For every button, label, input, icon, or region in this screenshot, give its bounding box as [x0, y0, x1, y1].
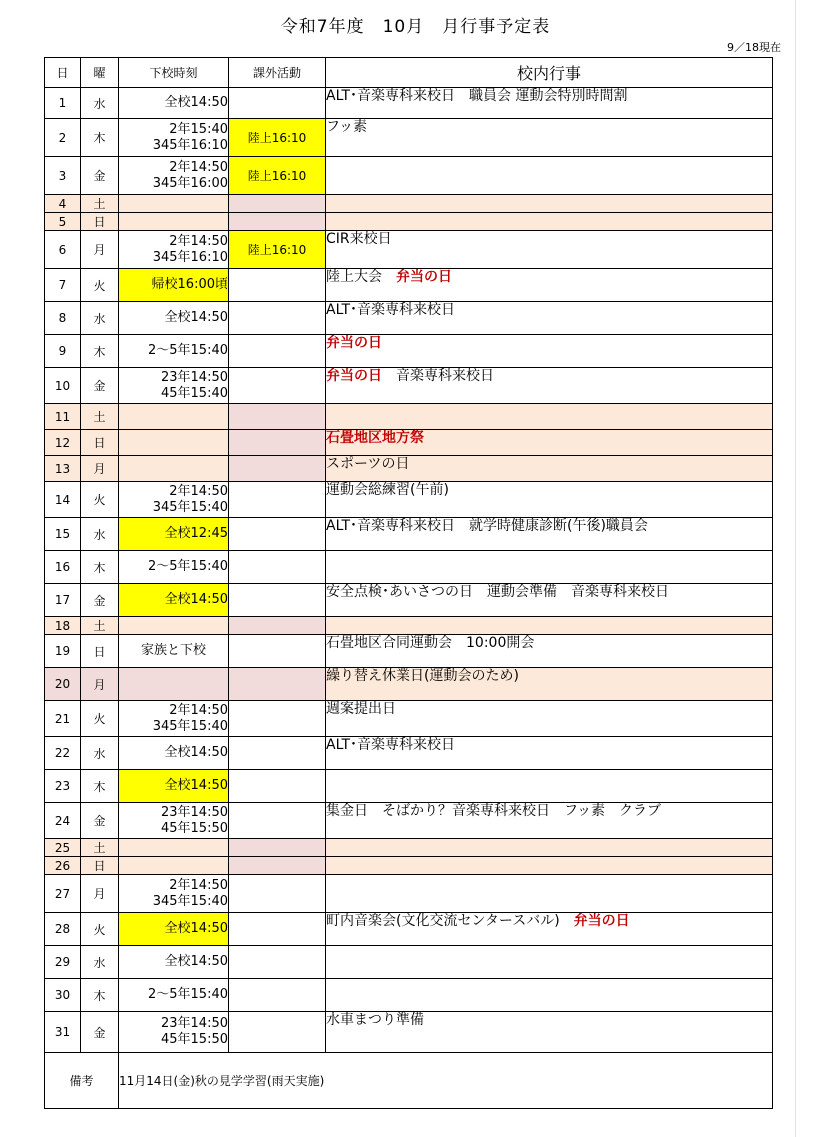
club-cell	[229, 456, 326, 482]
table-row	[45, 701, 773, 737]
club-cell	[229, 617, 326, 635]
weekday-cell: 火	[81, 701, 119, 737]
club-cell	[229, 213, 326, 231]
events-cell	[326, 617, 773, 635]
day-cell: 15	[45, 518, 81, 551]
weekday-cell: 水	[81, 302, 119, 335]
events-cell	[326, 195, 773, 213]
events-cell	[326, 231, 773, 269]
table-row	[45, 88, 773, 119]
dismissal-cell	[119, 737, 229, 770]
weekday-cell: 木	[81, 979, 119, 1012]
dismissal-time: 23年14:50	[160, 369, 228, 385]
event-text: ALT･音楽専科来校日 職員会 運動会特別時間割	[326, 88, 628, 104]
dismissal-time: 345年15:40	[152, 718, 228, 734]
club-cell	[229, 857, 326, 875]
club-cell: 陸上16:10	[229, 119, 326, 157]
table-row	[45, 213, 773, 231]
table-row	[45, 1012, 773, 1053]
dismissal-time: 全校12:45	[164, 526, 228, 541]
dismissal-cell	[119, 584, 229, 617]
club-cell	[229, 635, 326, 668]
table-row	[45, 946, 773, 979]
dismissal-cell	[119, 979, 229, 1012]
dismissal-cell	[119, 157, 229, 195]
dismissal-time: 2年14:50	[169, 159, 228, 175]
day-cell: 31	[45, 1012, 81, 1053]
club-cell	[229, 302, 326, 335]
dismissal-time: 帰校16:00頃	[151, 277, 228, 292]
weekday-cell: 月	[81, 875, 119, 913]
events-cell	[326, 430, 773, 456]
club-cell	[229, 195, 326, 213]
dismissal-cell	[119, 335, 229, 368]
table-row	[45, 518, 773, 551]
dismissal-time: 2年14:50	[169, 483, 228, 499]
dismissal-cell	[119, 213, 229, 231]
club-cell	[229, 551, 326, 584]
event-highlight: 石畳地区地方祭	[326, 430, 424, 446]
dismissal-time: 全校14:50	[164, 921, 228, 936]
dismissal-time: 345年15:40	[152, 893, 228, 909]
club-cell	[229, 584, 326, 617]
dismissal-time: 全校14:50	[164, 778, 228, 793]
events-cell	[326, 737, 773, 770]
events-cell	[326, 456, 773, 482]
events-cell	[326, 482, 773, 518]
weekday-cell: 水	[81, 737, 119, 770]
dismissal-time: 全校14:50	[164, 95, 228, 110]
dismissal-cell	[119, 875, 229, 913]
dismissal-cell	[119, 368, 229, 404]
event-text: 水車まつり準備	[326, 1012, 424, 1028]
weekday-cell: 金	[81, 157, 119, 195]
events-cell	[326, 584, 773, 617]
table-row	[45, 635, 773, 668]
day-cell: 23	[45, 770, 81, 803]
events-cell	[326, 213, 773, 231]
table-row	[45, 668, 773, 701]
table-row	[45, 875, 773, 913]
event-text: 集金日 そばかり？音楽専科来校日 フッ素 クラブ	[326, 803, 662, 819]
table-row	[45, 979, 773, 1012]
weekday-cell: 日	[81, 213, 119, 231]
day-cell: 22	[45, 737, 81, 770]
dismissal-time: 全校14:50	[164, 745, 228, 760]
dismissal-time: 2～5年15:40	[147, 987, 228, 1002]
event-text: 陸上大会	[326, 269, 382, 285]
dismissal-time: 45年15:40	[160, 385, 228, 401]
day-cell: 25	[45, 839, 81, 857]
event-highlight: 弁当の日	[396, 269, 452, 285]
page-title: 令和7年度 10月 月行事予定表	[280, 17, 551, 37]
event-text: 音楽専科来校日	[396, 368, 494, 384]
dismissal-time: 2～5年15:40	[147, 343, 228, 358]
day-cell: 1	[45, 88, 81, 119]
club-cell	[229, 875, 326, 913]
dismissal-cell	[119, 803, 229, 839]
weekday-cell: 土	[81, 617, 119, 635]
day-cell: 9	[45, 335, 81, 368]
dismissal-time: 345年15:40	[152, 499, 228, 515]
header-dismissal: 下校時刻	[119, 58, 229, 88]
table-row	[45, 430, 773, 456]
dismissal-time: 345年16:10	[152, 137, 228, 153]
events-cell	[326, 875, 773, 913]
table-row	[45, 335, 773, 368]
events-cell	[326, 913, 773, 946]
table-row	[45, 368, 773, 404]
notes-label: 備考	[45, 1053, 119, 1109]
day-cell: 2	[45, 119, 81, 157]
dismissal-cell	[119, 1012, 229, 1053]
dismissal-cell	[119, 482, 229, 518]
dismissal-cell	[119, 617, 229, 635]
event-text: スポーツの日	[326, 456, 410, 472]
dismissal-cell	[119, 88, 229, 119]
weekday-cell: 火	[81, 913, 119, 946]
club-cell	[229, 482, 326, 518]
weekday-cell: 木	[81, 335, 119, 368]
dismissal-cell	[119, 635, 229, 668]
event-text: ALT･音楽専科来校日	[326, 737, 456, 753]
event-text: 運動会総練習(午前)	[326, 482, 449, 498]
events-cell	[326, 368, 773, 404]
dismissal-time: 2年14:50	[169, 702, 228, 718]
day-cell: 10	[45, 368, 81, 404]
club-cell	[229, 404, 326, 430]
club-cell	[229, 737, 326, 770]
day-cell: 5	[45, 213, 81, 231]
weekday-cell: 金	[81, 368, 119, 404]
weekday-cell: 水	[81, 88, 119, 119]
dismissal-cell	[119, 551, 229, 584]
table-row	[45, 157, 773, 195]
event-text: 週案提出日	[326, 701, 396, 717]
events-cell	[326, 857, 773, 875]
weekday-cell: 木	[81, 119, 119, 157]
events-cell	[326, 635, 773, 668]
dismissal-time: 家族と下校	[140, 643, 206, 658]
weekday-cell: 土	[81, 195, 119, 213]
dismissal-time: 全校14:50	[164, 954, 228, 969]
dismissal-cell	[119, 456, 229, 482]
dismissal-time: 345年16:00	[152, 175, 228, 191]
dismissal-cell	[119, 119, 229, 157]
dismissal-time: 23年14:50	[160, 804, 228, 820]
notes-text: 11月14日(金)秋の見学学習(雨天実施)	[119, 1053, 773, 1109]
event-text: フッ素	[326, 119, 368, 135]
day-cell: 28	[45, 913, 81, 946]
day-cell: 3	[45, 157, 81, 195]
day-cell: 11	[45, 404, 81, 430]
dismissal-time: 2年15:40	[169, 121, 228, 137]
dismissal-cell	[119, 195, 229, 213]
weekday-cell: 日	[81, 635, 119, 668]
club-cell	[229, 368, 326, 404]
dismissal-time: 345年16:10	[152, 249, 228, 265]
dismissal-time: 2年14:50	[169, 233, 228, 249]
weekday-cell: 火	[81, 482, 119, 518]
table-row	[45, 913, 773, 946]
day-cell: 6	[45, 231, 81, 269]
dismissal-cell	[119, 839, 229, 857]
dismissal-time: 全校14:50	[164, 592, 228, 607]
table-row	[45, 584, 773, 617]
events-cell	[326, 551, 773, 584]
event-highlight: 弁当の日	[326, 368, 382, 384]
notes-row	[45, 1053, 773, 1109]
weekday-cell: 月	[81, 456, 119, 482]
weekday-cell: 土	[81, 839, 119, 857]
events-cell	[326, 979, 773, 1012]
dismissal-cell	[119, 857, 229, 875]
day-cell: 26	[45, 857, 81, 875]
weekday-cell: 日	[81, 857, 119, 875]
weekday-cell: 火	[81, 269, 119, 302]
day-cell: 20	[45, 668, 81, 701]
day-cell: 24	[45, 803, 81, 839]
club-cell	[229, 701, 326, 737]
club-cell	[229, 770, 326, 803]
weekday-cell: 金	[81, 584, 119, 617]
event-text: CIR来校日	[326, 231, 392, 247]
dismissal-time: 2年14:50	[169, 877, 228, 893]
event-text: 町内音楽会(文化交流センタースバル)	[326, 913, 560, 929]
dismissal-cell	[119, 231, 229, 269]
events-cell	[326, 946, 773, 979]
weekday-cell: 日	[81, 430, 119, 456]
day-cell: 29	[45, 946, 81, 979]
dismissal-cell	[119, 913, 229, 946]
events-cell	[326, 668, 773, 701]
table-row	[45, 231, 773, 269]
table-row	[45, 119, 773, 157]
dismissal-cell	[119, 404, 229, 430]
table-row	[45, 737, 773, 770]
day-cell: 18	[45, 617, 81, 635]
dismissal-cell	[119, 269, 229, 302]
events-cell	[326, 1012, 773, 1053]
weekday-cell: 金	[81, 1012, 119, 1053]
event-text: 石畳地区合同運動会 10:00開会	[326, 635, 535, 651]
club-cell	[229, 269, 326, 302]
events-cell	[326, 269, 773, 302]
club-cell	[229, 979, 326, 1012]
club-cell	[229, 946, 326, 979]
event-text: ALT･音楽専科来校日 就学時健康診断(午後)職員会	[326, 518, 648, 534]
day-cell: 4	[45, 195, 81, 213]
day-cell: 7	[45, 269, 81, 302]
club-cell	[229, 1012, 326, 1053]
events-cell	[326, 518, 773, 551]
club-cell	[229, 839, 326, 857]
day-cell: 14	[45, 482, 81, 518]
events-cell	[326, 335, 773, 368]
event-text: ALT･音楽専科来校日	[326, 302, 456, 318]
table-row	[45, 551, 773, 584]
day-cell: 12	[45, 430, 81, 456]
day-cell: 30	[45, 979, 81, 1012]
club-cell	[229, 668, 326, 701]
dismissal-time: 45年15:50	[160, 820, 228, 836]
club-cell	[229, 88, 326, 119]
dismissal-time: 45年15:50	[160, 1032, 228, 1047]
weekday-cell: 木	[81, 770, 119, 803]
dismissal-cell	[119, 770, 229, 803]
events-cell	[326, 302, 773, 335]
dismissal-cell	[119, 430, 229, 456]
table-row	[45, 456, 773, 482]
weekday-cell: 水	[81, 518, 119, 551]
weekday-cell: 月	[81, 231, 119, 269]
events-cell	[326, 88, 773, 119]
table-row	[45, 803, 773, 839]
dismissal-time: 23年14:50	[160, 1016, 228, 1031]
club-cell	[229, 518, 326, 551]
day-cell: 17	[45, 584, 81, 617]
schedule-table	[44, 57, 773, 1109]
as-of-date: 9／18現在	[727, 41, 781, 54]
table-row	[45, 839, 773, 857]
events-cell	[326, 701, 773, 737]
weekday-cell: 土	[81, 404, 119, 430]
dismissal-cell	[119, 946, 229, 979]
table-row	[45, 617, 773, 635]
table-row	[45, 404, 773, 430]
weekday-cell: 木	[81, 551, 119, 584]
dismissal-time: 全校14:50	[164, 310, 228, 325]
club-cell	[229, 335, 326, 368]
weekday-cell: 水	[81, 946, 119, 979]
club-cell	[229, 430, 326, 456]
table-row	[45, 482, 773, 518]
club-cell: 陸上16:10	[229, 231, 326, 269]
dismissal-cell	[119, 701, 229, 737]
events-cell	[326, 404, 773, 430]
dismissal-cell	[119, 302, 229, 335]
dismissal-cell	[119, 668, 229, 701]
event-highlight: 弁当の日	[573, 913, 630, 929]
table-row	[45, 195, 773, 213]
event-highlight: 弁当の日	[326, 335, 382, 351]
club-cell	[229, 913, 326, 946]
day-cell: 21	[45, 701, 81, 737]
table-row	[45, 302, 773, 335]
header-dow: 曜	[81, 58, 119, 88]
day-cell: 27	[45, 875, 81, 913]
event-text: 繰り替え休業日(運動会のため)	[326, 668, 519, 684]
weekday-cell: 金	[81, 803, 119, 839]
day-cell: 19	[45, 635, 81, 668]
club-cell: 陸上16:10	[229, 157, 326, 195]
header-club: 課外活動	[229, 58, 326, 88]
table-row	[45, 770, 773, 803]
day-cell: 13	[45, 456, 81, 482]
dismissal-cell	[119, 518, 229, 551]
header-events: 校内行事	[326, 58, 773, 88]
weekday-cell: 月	[81, 668, 119, 701]
table-row	[45, 269, 773, 302]
club-cell	[229, 803, 326, 839]
events-cell	[326, 157, 773, 195]
events-cell	[326, 770, 773, 803]
events-cell	[326, 803, 773, 839]
day-cell: 8	[45, 302, 81, 335]
header-day: 日	[45, 58, 81, 88]
events-cell	[326, 119, 773, 157]
day-cell: 16	[45, 551, 81, 584]
event-text: 安全点検･あいさつの日 運動会準備 音楽専科来校日	[326, 584, 669, 600]
table-row	[45, 857, 773, 875]
events-cell	[326, 839, 773, 857]
header-row	[45, 58, 773, 88]
dismissal-time: 2～5年15:40	[147, 559, 228, 574]
